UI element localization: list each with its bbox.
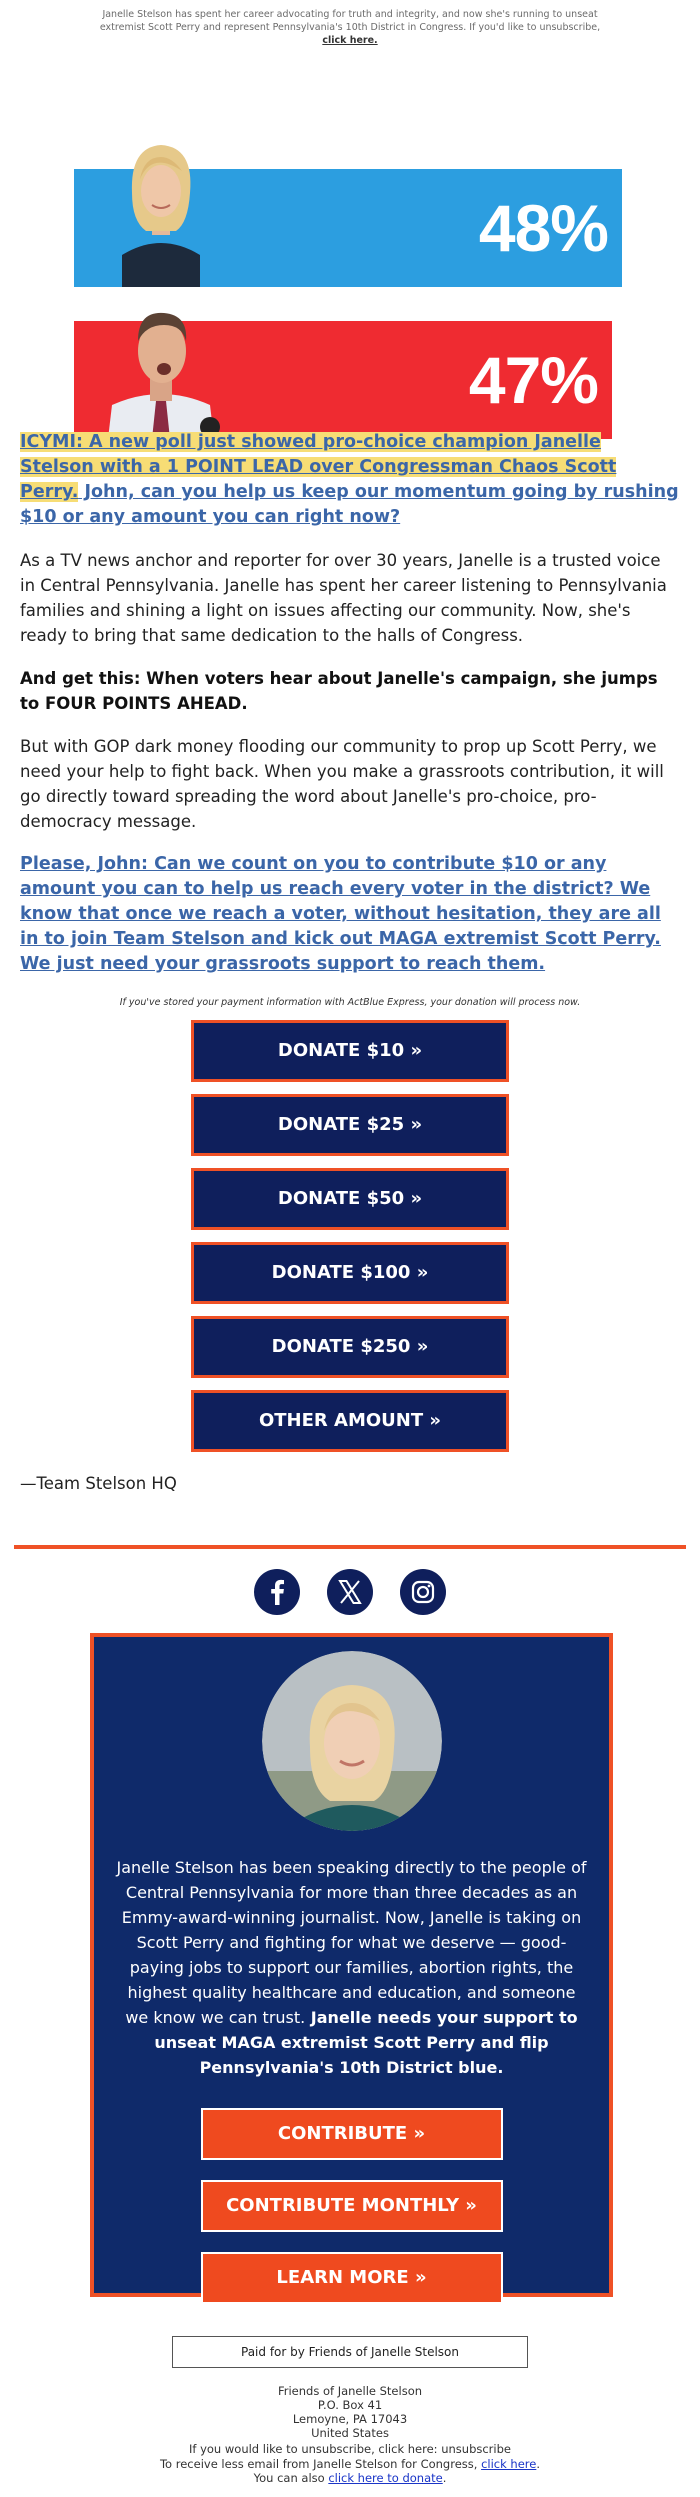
donate-50-button[interactable]: DONATE $50 » xyxy=(191,1168,509,1230)
headline-rest: John, can you help us keep our momentum going by rushing $10 or any amount you can right now? xyxy=(20,482,679,527)
contribute-monthly-button[interactable]: CONTRIBUTE MONTHLY » xyxy=(201,2180,503,2232)
ask-link[interactable]: Please, John: Can we count on you to contribute $10 or any amount you can to help us reach every voter in the district? We know that once we reach a voter, without hesitation, they are all in to join Team Stelson and kick out MAGA extremist Scott Perry. We just need your grassroots support to reach them. xyxy=(20,854,661,974)
poll-percent-stelson: 48% xyxy=(478,191,608,265)
donate-line: You can also click here to donate. xyxy=(253,2471,447,2485)
donate-10-button[interactable]: DONATE $10 » xyxy=(191,1020,509,1082)
donate-button-list xyxy=(20,1020,680,1452)
preheader-text: Janelle Stelson has spent her career advocating for truth and integrity, and now she's running to unseat extremist Scott Perry and represent Pennsylvania's 10th District in Congress. If you'd like to unsubscribe, xyxy=(99,9,601,33)
poll-percent-perry: 47% xyxy=(468,343,598,417)
perry-portrait xyxy=(102,289,220,439)
poll-bar-perry xyxy=(74,321,612,439)
email-body xyxy=(20,430,680,1493)
facebook-icon[interactable] xyxy=(254,1569,300,1615)
paragraph-1: As a TV news anchor and reporter for over 30 years, Janelle is a trusted voice in Central Pennsylvania. Janelle has spent her career listening to Pennsylvania families and shining a light on issues affecting our community. Now, she's ready to bring that same dedication to the halls of Congress. xyxy=(20,551,667,645)
less-email-link[interactable]: click here xyxy=(481,2456,537,2471)
address-po-box: P.O. Box 41 xyxy=(317,2398,383,2412)
stelson-portrait xyxy=(102,127,220,287)
mailing-address xyxy=(0,2384,700,2440)
bio-text-regular: Janelle Stelson has been speaking directly to the people of Central Pennsylvania for more than three decades as an Emmy-award-winning journalist. Now, Janelle is taking on Scott Perry and fighting for what we deserve — good-paying jobs to support our families, abortion rights, the highest quality healthcare and education, and someone we know we can trust. xyxy=(116,1858,587,2027)
donate-25-button[interactable]: DONATE $25 » xyxy=(191,1094,509,1156)
donate-250-button[interactable]: DONATE $250 » xyxy=(191,1316,509,1378)
stelson-headshot xyxy=(262,1651,442,1831)
footer-donate-link[interactable]: click here to donate xyxy=(328,2471,443,2485)
bio-text xyxy=(94,1831,609,2080)
paragraph-2: And get this: When voters hear about Janelle's campaign, she jumps to FOUR POINTS AHEAD. xyxy=(20,669,658,713)
address-city: Lemoyne, PA 17043 xyxy=(292,2412,408,2426)
section-divider xyxy=(14,1545,686,1549)
unsubscribe-line[interactable]: If you would like to unsubscribe, click here: unsubscribe xyxy=(189,2442,511,2456)
bio-card xyxy=(90,1633,613,2297)
address-org: Friends of Janelle Stelson xyxy=(277,2384,423,2398)
preheader-unsubscribe-link[interactable]: click here. xyxy=(322,35,378,46)
x-icon[interactable] xyxy=(327,1569,373,1615)
actblue-express-note: If you've stored your payment information with ActBlue Express, your donation will process now. xyxy=(119,997,581,1008)
preheader xyxy=(90,0,610,47)
less-email-line: To receive less email from Janelle Stelson for Congress, click here. xyxy=(159,2456,540,2471)
instagram-icon[interactable] xyxy=(400,1569,446,1615)
footer-links xyxy=(0,2442,700,2486)
address-country: United States xyxy=(311,2426,389,2440)
donate-other-amount-button[interactable]: OTHER AMOUNT » xyxy=(191,1390,509,1452)
signoff: —Team Stelson HQ xyxy=(20,1474,177,1493)
headline-highlight: ICYMI: A new poll just showed pro-choice champion Janelle Stelson with a 1 POINT LEAD over Congressman Chaos Scott Perry. xyxy=(20,432,617,502)
donate-100-button[interactable]: DONATE $100 » xyxy=(191,1242,509,1304)
learn-more-button[interactable]: LEARN MORE » xyxy=(201,2252,503,2304)
donate-text: You can also xyxy=(253,2471,325,2485)
social-links xyxy=(0,1569,700,1619)
less-email-text: To receive less email from Janelle Stelson for Congress, xyxy=(159,2456,478,2471)
paragraph-3: But with GOP dark money flooding our community to prop up Scott Perry, we need your help to fight back. When you make a grassroots contribution, it will go directly toward spreading the word about Janelle's pro-choice, pro-democracy message. xyxy=(20,737,664,831)
bio-text-bold: Janelle needs your support to unseat MAGA extremist Scott Perry and flip Pennsylvania's 10th District blue. xyxy=(154,2008,578,2077)
poll-bar-stelson xyxy=(74,169,622,287)
paid-for-box: Paid for by Friends of Janelle Stelson xyxy=(172,2336,528,2368)
headline-link[interactable] xyxy=(20,430,680,530)
contribute-button[interactable]: CONTRIBUTE » xyxy=(201,2108,503,2160)
